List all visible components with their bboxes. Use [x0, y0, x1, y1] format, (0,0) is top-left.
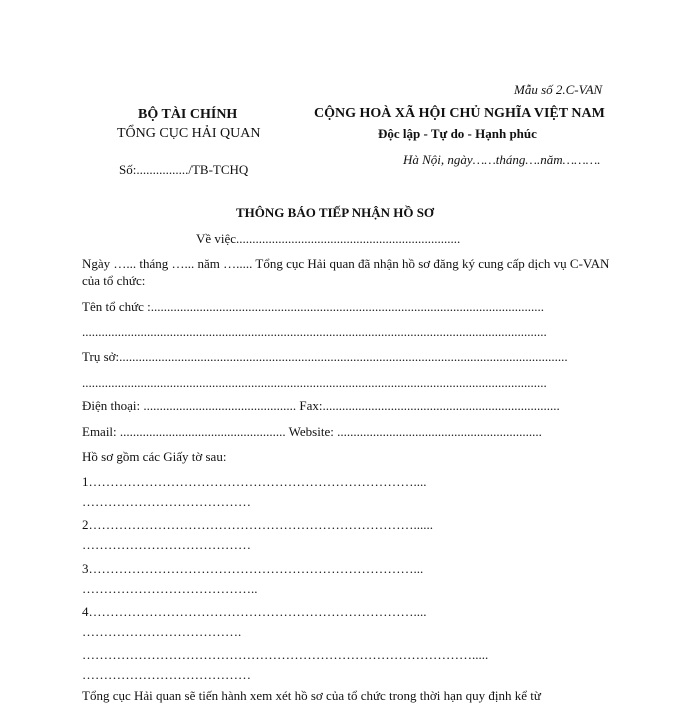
document-item-line: 2…………………………………………………………………......: [82, 517, 433, 532]
document-item-continuation: …………………………………: [82, 537, 251, 552]
intro-paragraph: Ngày …... tháng …... năm …..... Tổng cục Hải quan đã nhận hồ sơ đăng ký cung cấp dịch vụ C-VAN của tổ chức:: [82, 256, 610, 288]
email-website-line: Email: ................................................... Website: ...............................................................: [82, 424, 542, 439]
document-title: THÔNG BÁO TIẾP NHẬN HỒ SƠ: [236, 205, 435, 220]
country-name: CỘNG HOÀ XÃ HỘI CHỦ NGHĨA VIỆT NAM: [314, 106, 605, 121]
document-item-continuation: …………………………………..: [82, 581, 258, 596]
documents-label: Hồ sơ gồm các Giấy tờ sau:: [82, 449, 227, 464]
document-item-line: 4…………………………………………………………………....: [82, 604, 427, 619]
org-name-continuation: ...............................................................................................................................................: [82, 324, 547, 339]
ministry-name: BỘ TÀI CHÍNH: [138, 107, 238, 122]
extra-dotted-line: …………………………………: [82, 667, 251, 682]
address-continuation: ...............................................................................................................................................: [82, 375, 547, 390]
document-item-line: 1…………………………………………………………………....: [82, 474, 427, 489]
form-code: Mẫu số 2.C-VAN: [514, 82, 603, 97]
extra-dotted-line: ……………………………………………………………………………….....: [82, 647, 489, 662]
subject-line: Về việc.....................................................................: [196, 231, 461, 246]
org-name-line: Tên tổ chức :.........................................................................................................................: [82, 299, 545, 314]
phone-fax-line: Điện thoại: ............................................... Fax:.........................................................................: [82, 398, 560, 413]
national-motto: Độc lập - Tự do - Hạnh phúc: [378, 126, 537, 141]
document-number: Số:................/TB-TCHQ: [119, 162, 249, 177]
document-item-line: 3…………………………………………………………………...: [82, 561, 424, 576]
department-name: TỔNG CỤC HẢI QUAN: [117, 126, 261, 141]
document-item-continuation: ……………………………….: [82, 624, 242, 639]
place-date: Hà Nội, ngày……tháng….năm……….: [403, 152, 601, 167]
address-line: Trụ sở:..........................................................................................................................................: [82, 349, 568, 364]
document-item-continuation: …………………………………: [82, 494, 251, 509]
closing-paragraph: Tổng cục Hải quan sẽ tiến hành xem xét hồ sơ của tổ chức trong thời hạn quy định kể từ: [82, 688, 541, 703]
